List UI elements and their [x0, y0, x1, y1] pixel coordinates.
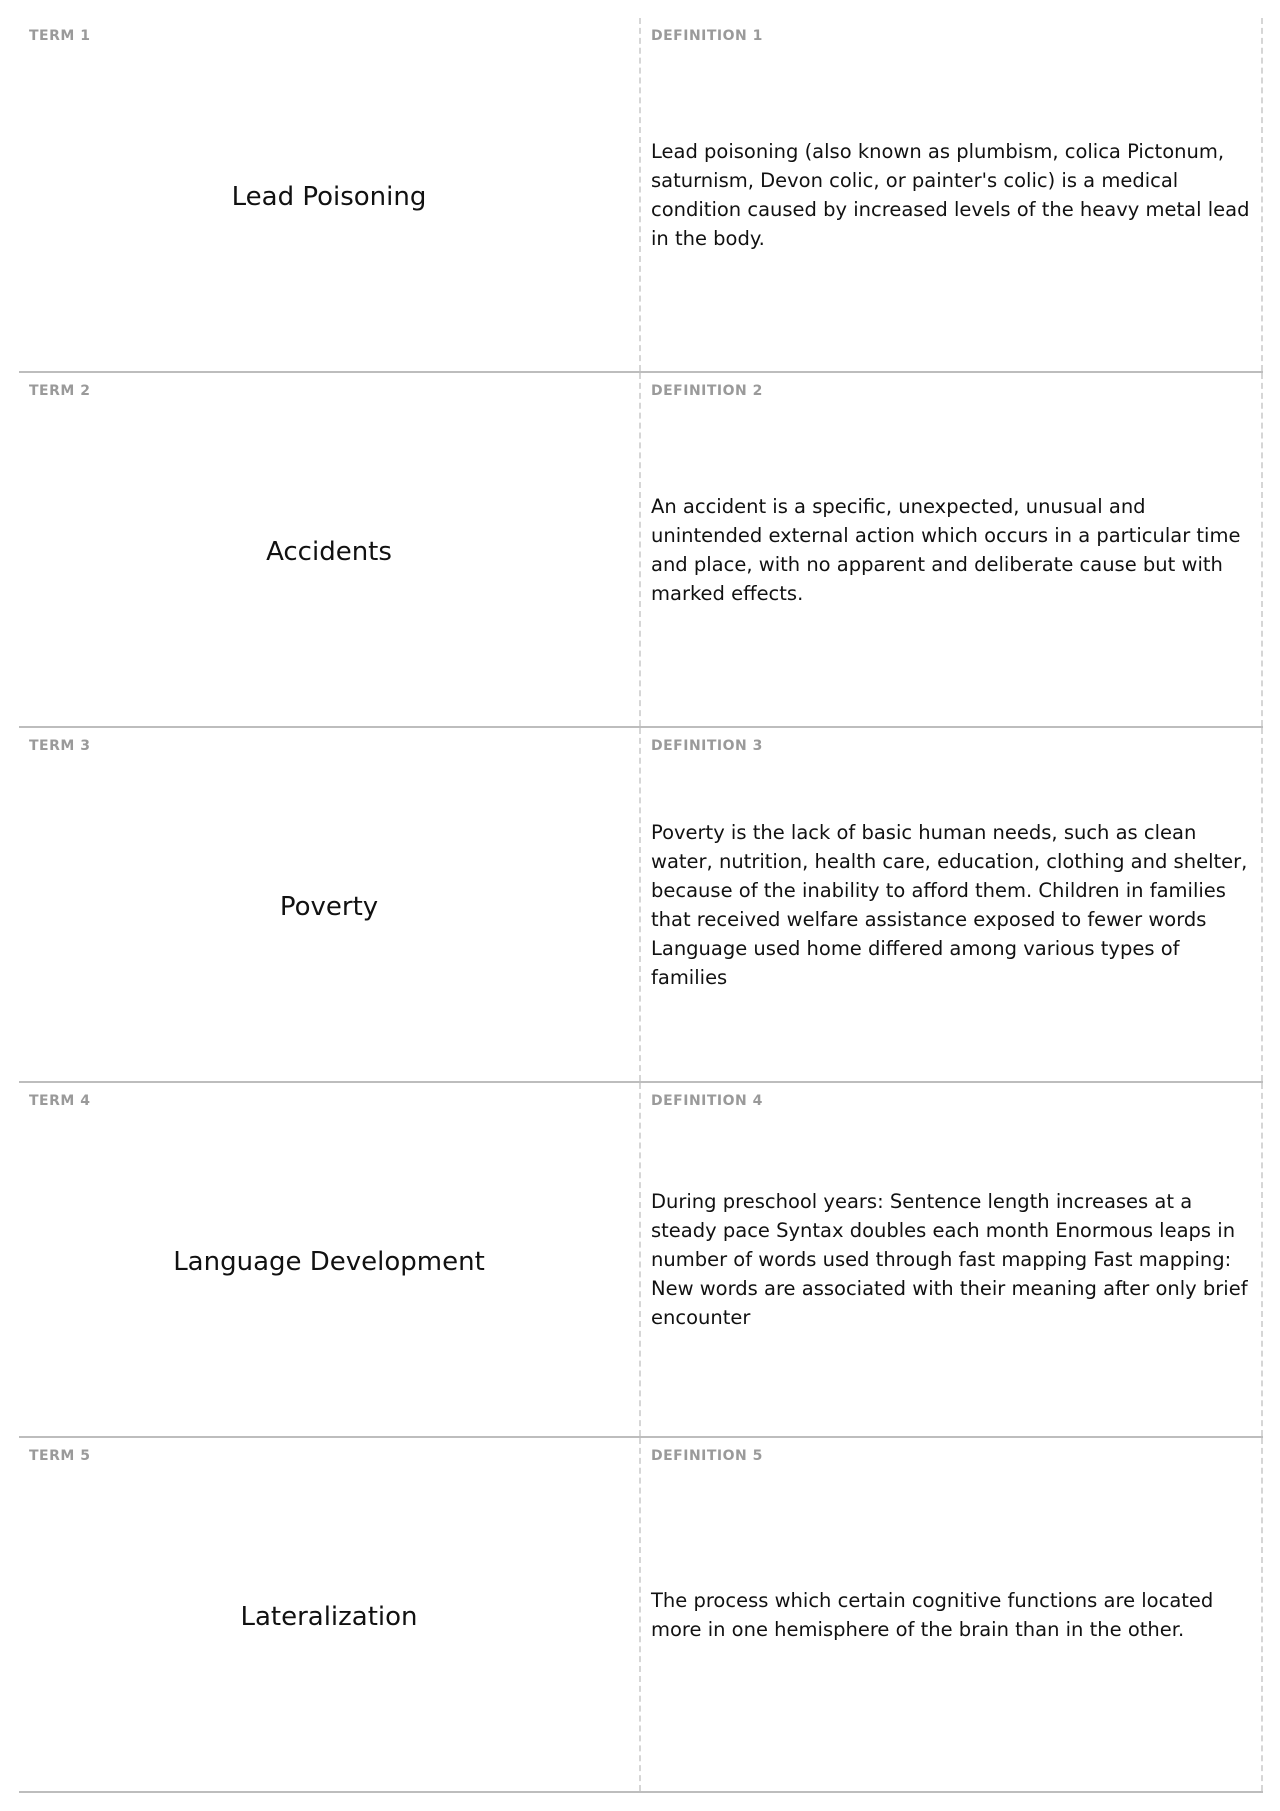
definition-label: DEFINITION 3 — [651, 738, 763, 754]
definition-label: DEFINITION 5 — [651, 1448, 763, 1464]
definition-text: Poverty is the lack of basic human needs, such as clean water, nutrition, health care, education, clothing and shelter, because of the inability to afford them. Children in families that received welfare assistance exposed to fewer words Language used home differed among various types of families — [651, 820, 1248, 989]
definition-text-wrap — [651, 728, 1253, 1081]
definition-label: DEFINITION 4 — [651, 1093, 763, 1109]
card-row-5 — [19, 1438, 1263, 1793]
term-text: Accidents — [266, 536, 392, 567]
definition-text: An accident is a specific, unexpected, unusual and unintended external action which occurs in a particular time and place, with no apparent and deliberate cause but with marked effects. — [651, 494, 1241, 605]
term-label: TERM 3 — [29, 738, 91, 754]
definition-text-wrap — [651, 373, 1253, 726]
flashcard-sheet — [19, 18, 1263, 1793]
term-text: Lead Poisoning — [231, 181, 427, 212]
definition-cell — [641, 18, 1263, 371]
definition-text-wrap — [651, 18, 1253, 371]
term-cell — [19, 728, 641, 1081]
term-cell — [19, 1083, 641, 1436]
definition-text: The process which certain cognitive functions are located more in one hemisphere of the brain than in the other. — [651, 1588, 1214, 1641]
card-row-3 — [19, 728, 1263, 1083]
term-label: TERM 2 — [29, 383, 91, 399]
definition-cell — [641, 728, 1263, 1081]
term-cell — [19, 18, 641, 371]
term-cell — [19, 1438, 641, 1791]
term-cell — [19, 373, 641, 726]
definition-label: DEFINITION 1 — [651, 28, 763, 44]
definition-text: During preschool years: Sentence length increases at a steady pace Syntax doubles each month Enormous leaps in number of words used through fast mapping Fast mapping: New words are associated with their meaning after only brief encounter — [651, 1190, 1248, 1329]
definition-cell — [641, 373, 1263, 726]
definition-text-wrap — [651, 1083, 1253, 1436]
definition-text-wrap — [651, 1438, 1253, 1791]
term-label: TERM 4 — [29, 1093, 91, 1109]
definition-label: DEFINITION 2 — [651, 383, 763, 399]
card-row-4 — [19, 1083, 1263, 1438]
term-text: Lateralization — [240, 1601, 418, 1632]
term-text: Poverty — [279, 891, 379, 922]
card-row-2 — [19, 373, 1263, 728]
definition-cell — [641, 1083, 1263, 1436]
card-row-1 — [19, 18, 1263, 373]
term-text: Language Development — [173, 1246, 485, 1277]
term-label: TERM 1 — [29, 28, 91, 44]
definition-text: Lead poisoning (also known as plumbism, colica Pictonum, saturnism, Devon colic, or painter's colic) is a medical condition caused by increased levels of the heavy metal lead in the body. — [651, 139, 1250, 250]
definition-cell — [641, 1438, 1263, 1791]
term-label: TERM 5 — [29, 1448, 91, 1464]
